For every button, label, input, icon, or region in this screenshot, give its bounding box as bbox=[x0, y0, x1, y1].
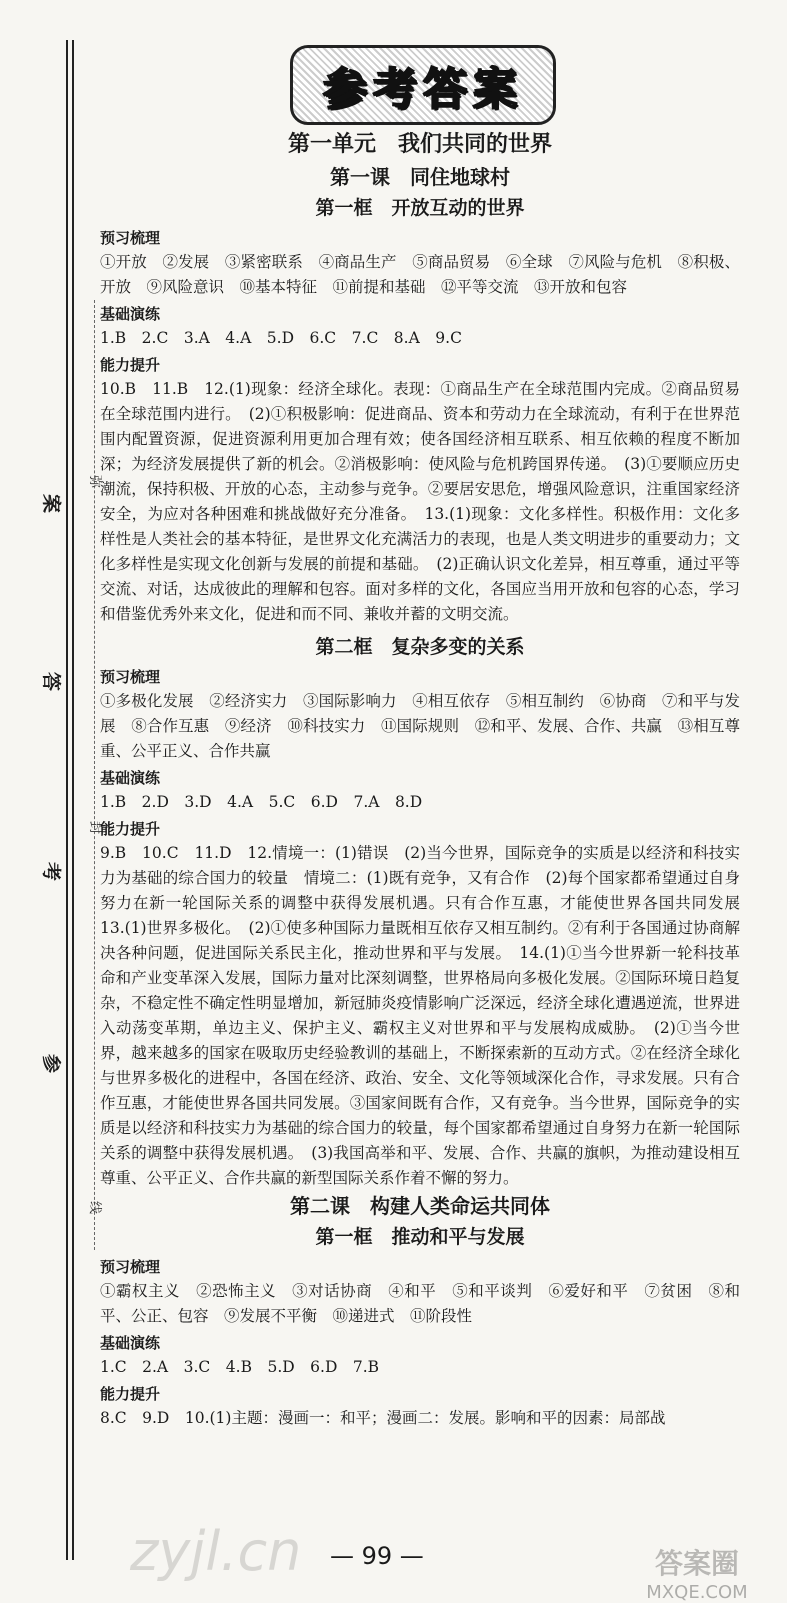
section-label: 预习梳理 bbox=[100, 229, 161, 247]
basic-answers: 1.B 2.D 3.D 4.A 5.C 6.D 7.A 8.D bbox=[100, 793, 423, 811]
basic-answers: 1.B 2.C 3.A 4.A 5.D 6.C 7.C 8.A 9.C bbox=[100, 329, 462, 347]
watermark-right bbox=[622, 1542, 772, 1603]
margin-char-xian: 线 bbox=[87, 1200, 103, 1215]
ability-answers: 9.B 10.C 11.D 12.情境一：(1)错误 (2)当今世界，国际竞争的实质是以经济和科技实力为基础的综合国力的较量 情境二：(1)既有竞争，又有合作 (2)每个国家都希望通过自身努力在新一轮国际关系的调整中获得发展机遇。只有合作互惠，才能使世界各国共同发展 13.(1)世界多极化。 (2)①使多种国际力量既相互依存又相互制约。②有利于各国通过协商解决各种问题，促进国际关系民主化，推动世界和平与发展。 14.(1)①当今世界新一轮科技革命和产业变革深入发展，国际力量对比深刻调整，世界格局向多极化发展。②国际环境日趋复杂，不稳定性不确定性明显增加，新冠肺炎疫情影响广泛深远，经济全球化遭遇逆流，世界进入动荡变革期，单边主义、保护主义、霸权主义对世界和平与发展构成威胁。 (2)①当今世界，越来越多的国家在吸取历史经验教训的基础上，不断探索新的互动方式。②在经济全球化与世界多极化的进程中，各国在经济、政治、安全、文化等领域深化合作，寻求发展。只有合作互惠，才能使世界各国共同发展。③国家间既有合作，又有竞争。当今世界，国际竞争的实质是以经济和科技实力为基础的综合国力的较量，每个国家都希望通过自身努力在新一轮国际关系的调整中获得发展机遇。 (3)我国高举和平、发展、合作、共赢的旗帜，为推动建设相互尊重、公平正义、合作共赢的新型国际关系作着不懈的努力。 bbox=[100, 844, 756, 1187]
preview-answers: ①开放 ②发展 ③紧密联系 ④商品生产 ⑤商品贸易 ⑥全球 ⑦风险与危机 ⑧积极、开放 ⑨风险意识 ⑩基本特征 ⑪前提和基础 ⑫平等交流 ⑬开放和包容 bbox=[100, 253, 740, 296]
section-label: 基础演练 bbox=[100, 769, 161, 787]
lesson1-title: 第一课 同住地球村 bbox=[330, 165, 510, 189]
margin-char-mi: 弥 bbox=[87, 474, 103, 489]
margin-label-da: 答 bbox=[40, 671, 63, 692]
margin-label-can: 参 bbox=[40, 1053, 63, 1074]
page-number: — 99 — bbox=[330, 1542, 424, 1570]
section-label: 能力提升 bbox=[100, 820, 161, 838]
section-label: 预习梳理 bbox=[100, 1258, 161, 1276]
binding-margin-lines bbox=[66, 40, 76, 1560]
answer-key-banner bbox=[290, 45, 556, 125]
section-label: 预习梳理 bbox=[100, 668, 161, 686]
watermark-left: zyjl.cn bbox=[130, 1520, 302, 1583]
section-label: 基础演练 bbox=[100, 1334, 161, 1352]
watermark-right-top: 答案圈 bbox=[654, 1547, 739, 1580]
binding-dashed-line bbox=[94, 300, 95, 1250]
section-label: 能力提升 bbox=[100, 356, 161, 374]
preview-answers: ①霸权主义 ②恐怖主义 ③对话协商 ④和平 ⑤和平谈判 ⑥爱好和平 ⑦贫困 ⑧和平、公正、包容 ⑨发展不平衡 ⑩递进式 ⑪阶段性 bbox=[100, 1282, 740, 1325]
margin-char-feng: 封 bbox=[87, 820, 103, 835]
ability-answers: 10.B 11.B 12.(1)现象：经济全球化。表现：①商品生产在全球范围内完成。②商品贸易在全球范围内进行。 (2)①积极影响：促进商品、资本和劳动力在全球流动，有利于在世界范围内配置资源，促进资源利用更加合理有效；使各国经济相互联系、相互依赖的程度不断加深；为经济发展提供了新的机会。②消极影响：使风险与危机跨国界传递。 (3)①要顺应历史潮流，保持积极、开放的心态，主动参与竞争。②要居安思危，增强风险意识，注重国家经济安全，为应对各种困难和挑战做好充分准备。 13.(1)现象：文化多样性。积极作用：文化多样性是人类社会的基本特征，是世界文化充满活力的表现，也是人类文明进步的重要动力；文化多样性是实现文化创新与发展的前提和基础。 (2)正确认识文化差异，相互尊重，通过平等交流、对话，达成彼此的理解和包容。面对多样的文化，各国应当用开放和包容的心态，学习和借鉴优秀外来文化，促进和而不同、兼收并蓄的文明交流。 bbox=[100, 380, 740, 623]
ability-answers: 8.C 9.D 10.(1)主题：漫画一：和平；漫画二：发展。影响和平的因素：局部战 bbox=[100, 1409, 666, 1427]
lesson2-frame1-title: 第一框 推动和平与发展 bbox=[315, 1226, 525, 1248]
basic-answers: 1.C 2.A 3.C 4.B 5.D 6.D 7.B bbox=[100, 1358, 380, 1376]
margin-label-kao: 考 bbox=[40, 861, 63, 882]
lesson2-title: 第二课 构建人类命运共同体 bbox=[290, 1194, 550, 1218]
unit-title: 第一单元 我们共同的世界 bbox=[287, 132, 552, 157]
banner-title: 参考答案 bbox=[323, 64, 523, 115]
preview-answers: ①多极化发展 ②经济实力 ③国际影响力 ④相互依存 ⑤相互制约 ⑥协商 ⑦和平与发展 ⑧合作互惠 ⑨经济 ⑩科技实力 ⑪国际规则 ⑫和平、发展、合作、共赢 ⑬相互尊重、公平正义、合作共赢 bbox=[100, 692, 740, 760]
section-label: 基础演练 bbox=[100, 305, 161, 323]
lesson1-frame1-title: 第一框 开放互动的世界 bbox=[315, 197, 525, 219]
lesson1-frame2-title: 第二框 复杂多变的关系 bbox=[315, 636, 525, 658]
watermark-right-bottom: MXQE.COM bbox=[646, 1582, 748, 1603]
section-label: 能力提升 bbox=[100, 1385, 161, 1403]
answer-content bbox=[100, 128, 756, 1431]
margin-label-an: 案 bbox=[40, 493, 63, 514]
